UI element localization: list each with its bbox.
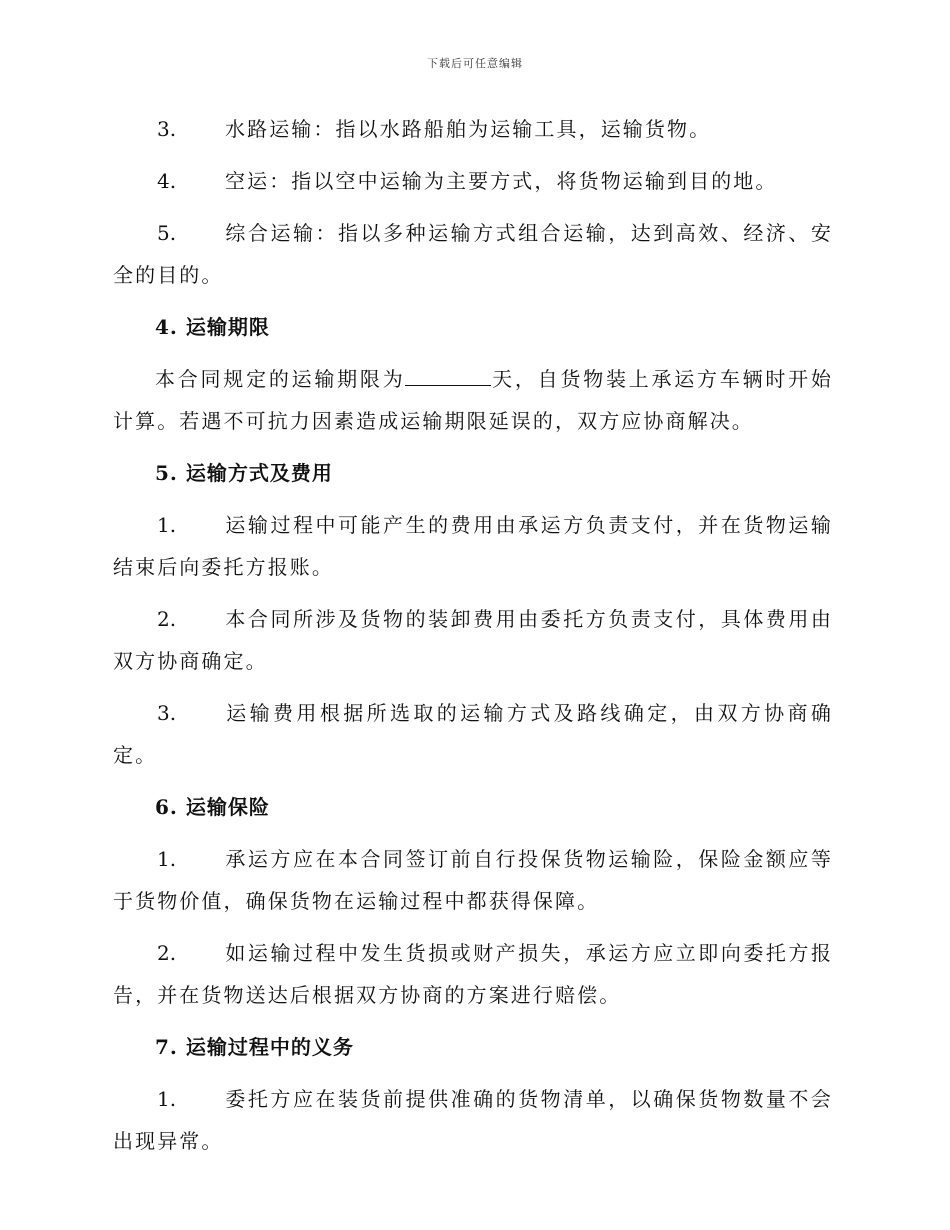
list-text: 如运输过程中发生货损或财产损失，承运方应立即向委托方报告，并在货物送达后根据双方协商的方案进行赔偿。 [113,941,833,1007]
paragraph-text-after: 天，自货物装上承运方车辆时开始计算。若遇不可抗力因素造成运输期限延误的，双方应协商解决。 [113,367,834,433]
document-body [113,108,833,1172]
fill-in-blank[interactable] [405,369,491,386]
list-item-air-transport [113,160,833,202]
section-heading-transport-period: 4. 运输期限 [155,315,270,339]
list-number: 2. [157,607,177,631]
list-item-fees-carrier [113,504,833,588]
list-item-fees-route [113,692,833,776]
list-text: 水路运输：指以水路船舶为运输工具，运输货物。 [225,117,712,141]
list-number: 3. [157,117,177,141]
list-item-insurance-compensation [113,932,833,1016]
list-text: 承运方应在本合同签订前自行投保货物运输险，保险金额应等于货物价值，确保货物在运输过程中都获得保障。 [113,847,833,913]
list-number: 4. [157,169,177,193]
list-number: 3. [157,701,177,725]
section-heading-transport-method-fees: 5. 运输方式及费用 [155,461,333,485]
list-number: 1. [157,847,177,871]
list-item-combined-transport [113,212,833,296]
paragraph-transport-period [113,358,833,442]
list-text: 空运：指以空中运输为主要方式，将货物运输到目的地。 [225,169,778,193]
list-text: 运输费用根据所选取的运输方式及路线确定，由双方协商确定。 [113,701,833,767]
list-text: 综合运输：指以多种运输方式组合运输，达到高效、经济、安全的目的。 [113,221,833,287]
section-heading-transport-obligations: 7. 运输过程中的义务 [155,1035,354,1059]
list-text: 委托方应在装货前提供准确的货物清单，以确保货物数量不会出现异常。 [113,1087,833,1153]
list-number: 1. [157,513,177,537]
list-text: 运输过程中可能产生的费用由承运方负责支付，并在货物运输结束后向委托方报账。 [113,513,833,579]
list-text: 本合同所涉及货物的装卸费用由委托方负责支付，具体费用由双方协商确定。 [113,607,833,673]
section-heading-transport-insurance: 6. 运输保险 [155,795,270,819]
page-header: 下载后可任意编辑 [427,57,523,70]
list-number: 5. [157,221,177,245]
list-item-obligation-cargo-list [113,1078,833,1162]
list-item-water-transport [113,108,833,150]
list-item-fees-loading [113,598,833,682]
list-number: 1. [157,1087,177,1111]
list-item-insurance-policy [113,838,833,922]
paragraph-text-before: 本合同规定的运输期限为 [155,367,406,391]
list-number: 2. [157,941,177,965]
